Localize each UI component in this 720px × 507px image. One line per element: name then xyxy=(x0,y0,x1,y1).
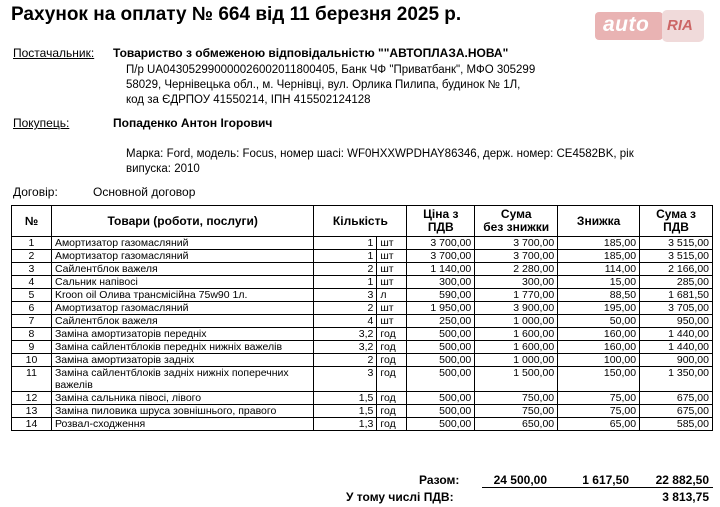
header-goods: Товари (роботи, послуги) xyxy=(51,206,314,237)
item-sum: 1 770,00 xyxy=(475,289,558,302)
row-number: 10 xyxy=(12,354,52,367)
item-total: 675,00 xyxy=(640,392,713,405)
item-total: 585,00 xyxy=(640,418,713,431)
item-unit: л xyxy=(377,289,407,302)
item-discount: 185,00 xyxy=(558,237,640,250)
item-total: 1 350,00 xyxy=(640,367,713,392)
item-quantity: 1,5 xyxy=(314,392,377,405)
header-discount: Знижка xyxy=(558,206,640,237)
item-unit: шт xyxy=(377,315,407,328)
item-total: 285,00 xyxy=(640,276,713,289)
vat-label: У тому числі ПДВ: xyxy=(346,490,454,504)
item-quantity: 2 xyxy=(314,263,377,276)
item-sum: 3 700,00 xyxy=(475,237,558,250)
item-unit: шт xyxy=(377,276,407,289)
item-discount: 185,00 xyxy=(558,250,640,263)
table-row xyxy=(12,250,713,263)
item-total: 675,00 xyxy=(640,405,713,418)
item-price: 250,00 xyxy=(407,315,475,328)
invoice-title: Рахунок на оплату № 664 від 11 березня 2025 р. xyxy=(11,4,462,25)
item-discount: 75,00 xyxy=(558,392,640,405)
table-row xyxy=(12,367,713,392)
table-row xyxy=(12,302,713,315)
item-unit: год xyxy=(377,418,407,431)
item-sum: 750,00 xyxy=(475,405,558,418)
item-sum: 1 500,00 xyxy=(475,367,558,392)
item-discount: 195,00 xyxy=(558,302,640,315)
item-unit: год xyxy=(377,341,407,354)
item-discount: 150,00 xyxy=(558,367,640,392)
item-price: 1 950,00 xyxy=(407,302,475,315)
item-sum: 1 600,00 xyxy=(475,341,558,354)
item-price: 500,00 xyxy=(407,405,475,418)
item-quantity: 1 xyxy=(314,250,377,263)
table-row xyxy=(12,418,713,431)
item-total: 900,00 xyxy=(640,354,713,367)
supplier-address: 58029, Чернівецька обл., м. Чернівці, вул. Орлика Пилипа, будинок № 1Л, xyxy=(126,79,521,91)
item-discount: 50,00 xyxy=(558,315,640,328)
item-total: 1 681,50 xyxy=(640,289,713,302)
item-price: 500,00 xyxy=(407,367,475,392)
supplier-name: Товариство з обмеженою відповідальністю ""АВТОПЛАЗА.НОВА" xyxy=(113,46,509,60)
item-discount: 160,00 xyxy=(558,341,640,354)
item-price: 3 700,00 xyxy=(407,237,475,250)
table-row xyxy=(12,392,713,405)
item-name: Сальник напівосі xyxy=(51,276,314,289)
totals-label: Разом: xyxy=(419,473,460,487)
item-quantity: 3 xyxy=(314,367,377,392)
items-table xyxy=(11,205,713,431)
item-sum: 750,00 xyxy=(475,392,558,405)
item-price: 300,00 xyxy=(407,276,475,289)
item-price: 500,00 xyxy=(407,341,475,354)
item-quantity: 2 xyxy=(314,302,377,315)
table-row xyxy=(12,405,713,418)
row-number: 12 xyxy=(12,392,52,405)
row-number: 6 xyxy=(12,302,52,315)
total-sum-no-discount: 24 500,00 xyxy=(493,473,547,487)
total-discount: 1 617,50 xyxy=(582,473,629,487)
item-name: Заміна амортизаторів задніх xyxy=(51,354,314,367)
watermark-auto-text: auto xyxy=(603,13,650,36)
item-name: Заміна сальника півосі, лівого xyxy=(51,392,314,405)
table-row xyxy=(12,315,713,328)
item-total: 950,00 xyxy=(640,315,713,328)
table-row xyxy=(12,263,713,276)
item-sum: 2 280,00 xyxy=(475,263,558,276)
item-total: 3 705,00 xyxy=(640,302,713,315)
item-unit: год xyxy=(377,367,407,392)
row-number: 9 xyxy=(12,341,52,354)
row-number: 14 xyxy=(12,418,52,431)
contract-label: Договір: xyxy=(13,185,58,199)
item-unit: шт xyxy=(377,237,407,250)
item-name: Амортизатор газомасляний xyxy=(51,250,314,263)
item-price: 500,00 xyxy=(407,392,475,405)
supplier-codes: код за ЄДРПОУ 41550214, ІПН 415502124128 xyxy=(126,94,371,106)
item-discount: 114,00 xyxy=(558,263,640,276)
item-total: 3 515,00 xyxy=(640,237,713,250)
row-number: 4 xyxy=(12,276,52,289)
table-row xyxy=(12,328,713,341)
supplier-account: П/р UA043052990000026002011800405, Банк ЧФ "Приватбанк", МФО 305299 xyxy=(126,64,536,76)
item-discount: 160,00 xyxy=(558,328,640,341)
item-discount: 15,00 xyxy=(558,276,640,289)
item-unit: шт xyxy=(377,302,407,315)
item-name: Заміна пиловика шруса зовнішнього, правого xyxy=(51,405,314,418)
item-name: Розвал-сходження xyxy=(51,418,314,431)
item-quantity: 3 xyxy=(314,289,377,302)
item-unit: шт xyxy=(377,263,407,276)
item-total: 3 515,00 xyxy=(640,250,713,263)
item-unit: год xyxy=(377,328,407,341)
buyer-label: Покупець: xyxy=(13,116,70,130)
item-name: Kroon oil Олива трансмісійна 75w90 1л. xyxy=(51,289,314,302)
item-price: 3 700,00 xyxy=(407,250,475,263)
row-number: 2 xyxy=(12,250,52,263)
item-discount: 65,00 xyxy=(558,418,640,431)
item-name: Сайлентблок важеля xyxy=(51,315,314,328)
item-price: 500,00 xyxy=(407,418,475,431)
row-number: 5 xyxy=(12,289,52,302)
table-row xyxy=(12,237,713,250)
supplier-label: Постачальник: xyxy=(13,46,95,60)
item-sum: 1 000,00 xyxy=(475,315,558,328)
buyer-name: Попаденко Антон Ігорович xyxy=(113,116,273,130)
header-qty: Кількість xyxy=(314,206,407,237)
item-discount: 100,00 xyxy=(558,354,640,367)
row-number: 1 xyxy=(12,237,52,250)
item-discount: 75,00 xyxy=(558,405,640,418)
row-number: 7 xyxy=(12,315,52,328)
item-unit: год xyxy=(377,354,407,367)
item-quantity: 1,5 xyxy=(314,405,377,418)
item-sum: 650,00 xyxy=(475,418,558,431)
buyer-vehicle-info: Марка: Ford, модель: Focus, номер шасі: WF0HXXWPDHAY86346, держ. номер: CE4582BK, рік xyxy=(126,148,634,160)
item-price: 1 140,00 xyxy=(407,263,475,276)
item-sum: 300,00 xyxy=(475,276,558,289)
table-row xyxy=(12,276,713,289)
row-number: 3 xyxy=(12,263,52,276)
item-price: 590,00 xyxy=(407,289,475,302)
item-quantity: 4 xyxy=(314,315,377,328)
contract-value: Основной договор xyxy=(93,185,196,199)
row-number: 13 xyxy=(12,405,52,418)
item-quantity: 1,3 xyxy=(314,418,377,431)
item-sum: 3 700,00 xyxy=(475,250,558,263)
row-number: 11 xyxy=(12,367,52,392)
buyer-vehicle-year: випуска: 2010 xyxy=(126,163,200,175)
item-unit: год xyxy=(377,392,407,405)
item-name: Амортизатор газомасляний xyxy=(51,237,314,250)
item-name: Заміна амортизаторів передніх xyxy=(51,328,314,341)
header-price: Ціна з ПДВ xyxy=(407,206,475,237)
item-quantity: 2 xyxy=(314,354,377,367)
vat-amount: 3 813,75 xyxy=(662,490,709,504)
item-unit: шт xyxy=(377,250,407,263)
item-price: 500,00 xyxy=(407,354,475,367)
totals-divider xyxy=(482,487,713,488)
item-quantity: 3,2 xyxy=(314,328,377,341)
item-name: Заміна сайлентблоків передніх нижніх важелів xyxy=(51,341,314,354)
item-quantity: 1 xyxy=(314,237,377,250)
header-sum: Сума без знижки xyxy=(475,206,558,237)
autoria-watermark-logo xyxy=(595,10,713,44)
item-total: 2 166,00 xyxy=(640,263,713,276)
item-sum: 1 600,00 xyxy=(475,328,558,341)
header-total: Сума з ПДВ xyxy=(640,206,713,237)
row-number: 8 xyxy=(12,328,52,341)
watermark-ria-text: RIA xyxy=(667,17,693,34)
table-row xyxy=(12,341,713,354)
item-price: 500,00 xyxy=(407,328,475,341)
table-header-row xyxy=(12,206,713,237)
item-unit: год xyxy=(377,405,407,418)
item-name: Амортизатор газомасляний xyxy=(51,302,314,315)
item-total: 1 440,00 xyxy=(640,341,713,354)
table-row xyxy=(12,289,713,302)
item-sum: 3 900,00 xyxy=(475,302,558,315)
total-with-vat: 22 882,50 xyxy=(655,473,709,487)
item-name: Заміна сайлентблоків задніх нижніх поперечних важелів xyxy=(51,367,314,392)
item-quantity: 1 xyxy=(314,276,377,289)
item-name: Сайлентблок важеля xyxy=(51,263,314,276)
table-row xyxy=(12,354,713,367)
item-discount: 88,50 xyxy=(558,289,640,302)
header-num: № xyxy=(12,206,52,237)
item-total: 1 440,00 xyxy=(640,328,713,341)
item-quantity: 3,2 xyxy=(314,341,377,354)
item-sum: 1 000,00 xyxy=(475,354,558,367)
